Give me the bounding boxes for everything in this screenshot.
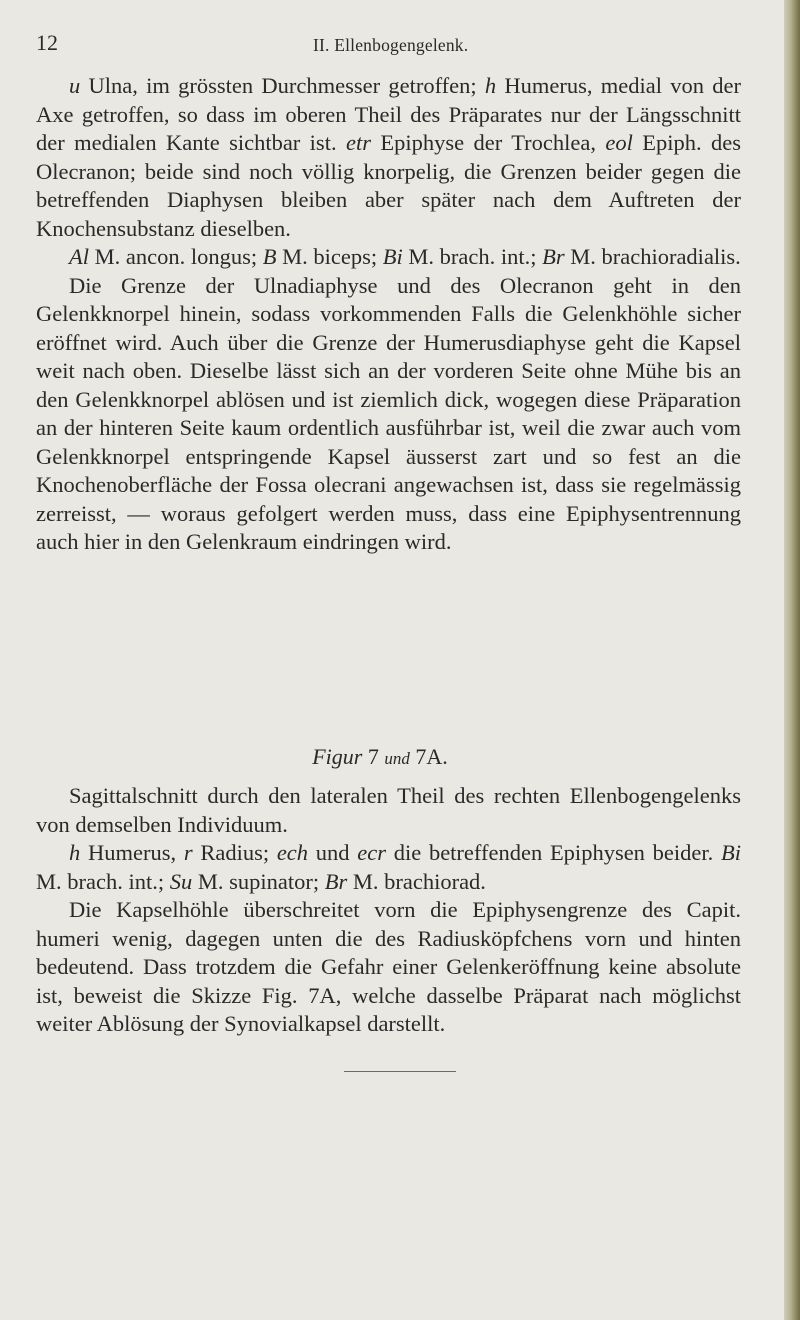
section-divider — [344, 1071, 456, 1072]
paragraph-legend-1: u Ulna, im grössten Durchmesser getroffen; h Humerus, medial von der Axe getroffen, so dass im oberen Theil des Präparates nur der Längsschnitt der medialen Kante sichtbar ist. etr Epiphyse der Trochlea, eol Epiph. des Olecranon; beide sind noch völlig knorpelig, die Grenzen beider gegen die betreffenden Diaphysen bleiben aber später nach dem Auftreten der Knochensubstanz dieselben. — [36, 73, 741, 241]
paragraph-kapselhoehle: Die Kapselhöhle überschreitet vorn die Epiphysengrenze des Capit. humeri wenig, dagegen unten die des Radiusköpfchens vorn und hinten bedeutend. Dass trotzdem die Gefahr einer Gelenkeröffnung keine absolute ist, beweist die Skizze Fig. 7A, welche dasselbe Präparat nach möglichst weiter Ablösung der Synovialkapsel darstellt. — [36, 897, 741, 1036]
running-title: II. Ellenbogengelenk. — [313, 35, 469, 55]
paragraph-legend-3: h Humerus, r Radius; ech und ecr die betreffenden Epiphysen beider. Bi M. brach. int.; Su M. supinator; Br M. brachiorad. — [36, 840, 741, 894]
figure-heading: Figur 7 und 7A. — [312, 744, 448, 769]
text-block-upper — [36, 72, 741, 557]
paragraph-legend-2: Al M. ancon. longus; B M. biceps; Bi M. brach. int.; Br M. brachioradialis. — [69, 244, 741, 269]
page-number: 12 — [36, 30, 58, 55]
text-block-lower — [36, 782, 741, 1039]
paragraph-sagittalschnitt: Sagittalschnitt durch den lateralen Theil des rechten Ellenbogengelenks von demselben Individuum. — [36, 783, 741, 837]
page-edge-shadow — [784, 0, 800, 1320]
paragraph-grenze: Die Grenze der Ulnadiaphyse und des Olecranon geht in den Gelenkknorpel hinein, sodass vorkommenden Falls die Gelenkhöhle sicher eröffnet wird. Auch über die Grenze der Humerusdiaphyse geht die Kapsel weit nach oben. Dieselbe lässt sich an der vorderen Seite ohne Mühe bis an den Gelenkknorpel ablösen und ist ziemlich dick, wogegen diese Präparation an der hinteren Seite kaum ordentlich ausführbar ist, weil die zwar auch vom Gelenkknorpel entspringende Kapsel äusserst zart und so fest an die Knochenoberfläche der Fossa olecrani angewachsen ist, dass sie regelmässig zerreisst, — woraus gefolgert werden muss, dass eine Epiphysentrennung auch hier in den Gelenkraum eindringen wird. — [36, 272, 741, 554]
